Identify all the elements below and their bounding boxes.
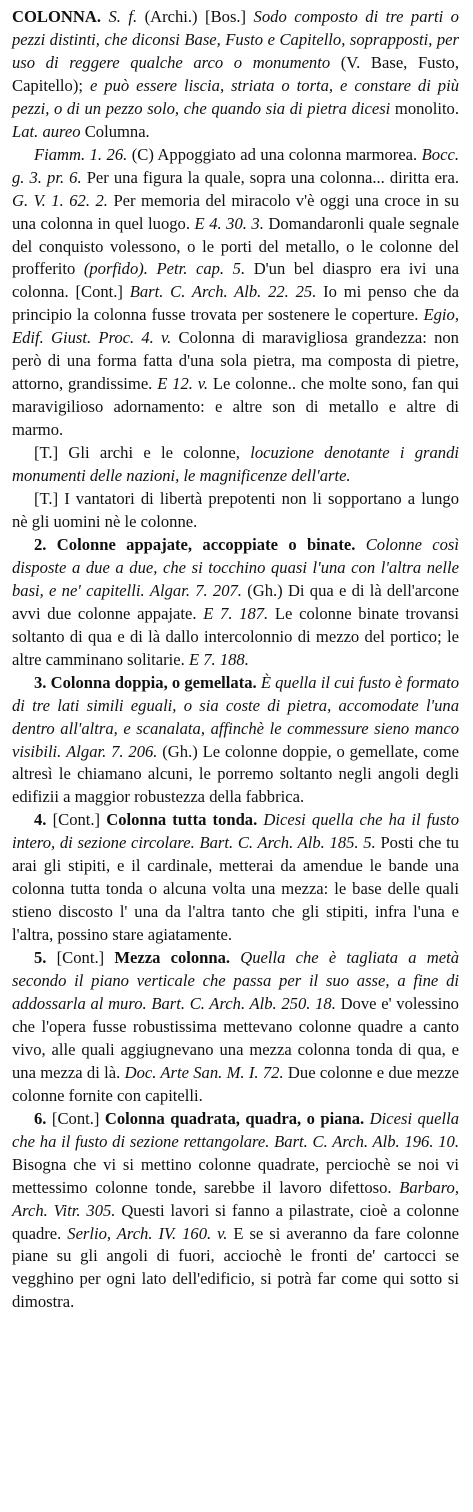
cite-tag: [Cont.] [52, 810, 101, 830]
sense-number: 5. [34, 948, 47, 968]
cite-text: Posti che tu arai gli stipiti, e il cardinale, metterai da amendue le bande una colonna tutta tonda o alcuna volta una mezza: le base delle quali stieno discosto l' una da l'altra tanto che gli stipiti, infra l'una e l'altra, possino stare agiatamente. [12, 833, 459, 945]
cite-tag: (Gh.) [247, 580, 283, 600]
definition: Sodo composto di tre parti o pezzi distinti, che diconsi Base, Fusto e Capitello, soprapposti, per uso di reggere qualche arco o monumento [12, 7, 459, 72]
cite-text: Domandaronli quale segnale del conquisto volessono, o le porti del metallo, o le colonne del profferito [12, 213, 459, 279]
sense-number: 3. [34, 672, 47, 692]
sense-term: Colonna tutta tonda. [106, 810, 258, 830]
cite-source: E 12. v. [157, 374, 209, 394]
note-italic: locuzione denotante i grandi monumenti delle nazioni, le magnificenze dell'arte. [12, 443, 460, 486]
sense-2 [12, 534, 459, 672]
sense-4 [12, 809, 459, 947]
cite-text: Di qua e di là dell'arcone avvi due colonne appajate. [12, 580, 460, 623]
cite-text: Io mi penso che da principio la colonna fusse trovata per sostenere le coperture. [12, 282, 459, 325]
cite-text: Le colonne binate trovansi soltanto di qua e di là dallo intercolonnio di mezzo del portico; le altre camminano solitarie. [12, 603, 459, 669]
note-2 [12, 488, 459, 534]
cite-source: Bart. C. Arch. Alb. 185. 5. [199, 833, 376, 853]
monolith-word: monolito. [394, 98, 459, 118]
latin-label: Lat. [12, 121, 39, 141]
cite-text: D'un bel diaspro era ivi una colonna. [12, 259, 459, 302]
cite-text: E se si averanno da fare colonne piane su gli angoli di fuori, acciochè le fronti de' cartocci se vegghino per ogni lato dell'edificio, si potrà far come qui sotto si dimostra. [12, 1223, 459, 1312]
cite-text: Dove e' volessino che l'opera fusse robustissima mettevano colonne quadre a canto vivo, alle quali aggiugnevano una mezza colonna tonda di qua, e una mezza di là. [12, 993, 459, 1082]
sense-definition: Dicesi quella che ha il fusto intero, di sezione circolare. [12, 810, 460, 853]
note-text: I vantatori di libertà prepotenti non li sopportano a lungo nè gli uomini nè le colonne. [12, 489, 460, 531]
cite-text: Per una figura la quale, sopra una colonna... diritta era. [86, 167, 459, 187]
cite-text: Colonna di maravigliosa grandezza: non però di una forma fatta d'una sola pietra, ma composta di pietre, attorno, grandissime. [12, 328, 459, 394]
note-text: Gli archi e le colonne, [68, 443, 240, 463]
cite-source: Algar. 7. 207. [149, 580, 242, 600]
cite-source: Bart. C. Arch. Alb. 196. 10. [274, 1131, 460, 1151]
crossref: (V. Base, Fusto, Capitello); [12, 52, 459, 95]
entry-main [12, 6, 459, 144]
cite-tag: [Cont.] [75, 282, 123, 302]
cite-text: Per memoria del miracolo v'è oggi una croce in su una colonna in quel luogo. [12, 190, 459, 233]
cite-tag: [Cont.] [51, 1108, 100, 1128]
cite-source: Serlio, Arch. IV. 160. v. [67, 1223, 228, 1243]
cite-source: Doc. Arte San. M. I. 72. [124, 1062, 284, 1082]
field-label: (Archi.) [144, 7, 198, 26]
cite-source: Bocc. g. 3. pr. 6. [12, 144, 459, 187]
cite-text: Le colonne.. che molte sono, fan qui maravigilioso adornamento: e altre son di metallo e altre di marmo. [12, 374, 459, 440]
sense-number: 2. [34, 534, 47, 554]
cite-text: Questi lavori si fanno a pilastrate, cioè a colonne quadre. [12, 1200, 459, 1243]
cite-source: Fiamm. 1. 26. [34, 144, 128, 164]
cite-source: Barbaro, Arch. Vitr. 305. [12, 1177, 459, 1220]
sense-term: Colonna doppia, o gemellata. [50, 672, 257, 692]
sense-number: 4. [34, 810, 47, 830]
headword: COLONNA. [12, 7, 101, 26]
latin-adj: aureo [42, 121, 81, 141]
cite-text: (C) Appoggiato ad una colonna marmorea. [131, 144, 418, 164]
sense-definition: Dicesi quella che ha il fusto di sezione rettangolare. [12, 1108, 459, 1151]
sense-6 [12, 1108, 459, 1315]
cite-source: E 7. 188. [188, 649, 249, 669]
cite-text: Bisogna che vi si mettino colonne quadrate, perciochè se noi vi mettessimo colonne tonde, sarebbe il lavoro difettoso. [12, 1154, 459, 1197]
cite-tag: (Gh.) [162, 741, 198, 761]
gram-label: S. f. [108, 7, 138, 26]
citations-block [12, 144, 459, 442]
cite-tag: [Cont.] [56, 948, 105, 968]
sense-definition: È quella il cui fusto è formato di tre lati simili eguali, o sia coste di pietra, accomodate l'una dentro all'altra, e scanalata, affinchè le commessure sieno manco visibili. [12, 672, 460, 761]
sense-term: Colonna quadrata, quadra, o piana. [104, 1108, 365, 1128]
sense-definition: Colonne così disposte a due a due, che si tocchino quasi l'una con l'altra nelle basi, e ne' capitelli. [12, 534, 460, 600]
latin-word: Columna. [84, 121, 150, 141]
cite-source: Algar. 7. 206. [66, 741, 158, 761]
sense-definition: Quella che è tagliata a metà secondo il piano verticale che passa per il suo asse, a fine di addossarla al muro. [12, 948, 459, 1013]
cite-source: G. V. 1. 62. 2. [12, 190, 108, 210]
cite-source: E 4. 30. 3. [194, 213, 264, 233]
cite-text: Le colonne doppie, o gemellate, come altresì le chiamano alcuni, le porremo soltanto negli angoli degli edifizii a maggior robustezza della fabbrica. [12, 741, 459, 807]
cite-source: Egio, Edif. Giust. Proc. 4. v. [12, 305, 459, 348]
sense-5 [12, 947, 459, 1108]
cite-source: E 7. 187. [203, 603, 269, 623]
note-tag: [T.] [34, 443, 59, 463]
definition-tail: e può essere liscia, striata o torta, e constare di più pezzi, o di un pezzo solo, che quando sia di pietra dicesi [12, 75, 459, 118]
cite-source: Petr. cap. 5. [156, 259, 246, 279]
note-tag: [T.] [34, 489, 59, 509]
source-tag: [Bos.] [205, 7, 247, 26]
note-1 [12, 442, 459, 488]
cite-paren: (porfido). [83, 259, 148, 279]
cite-source: Bart. C. Arch. Alb. 250. 18. [151, 993, 336, 1013]
sense-number: 6. [34, 1108, 47, 1128]
sense-3 [12, 672, 459, 810]
sense-term: Mezza colonna. [114, 948, 231, 968]
sense-term: Colonne appajate, accoppiate o binate. [56, 534, 356, 554]
cite-text: Due colonne e due mezze colonne fornite con capitelli. [12, 1062, 460, 1105]
cite-source: Bart. C. Arch. Alb. 22. 25. [129, 282, 317, 302]
